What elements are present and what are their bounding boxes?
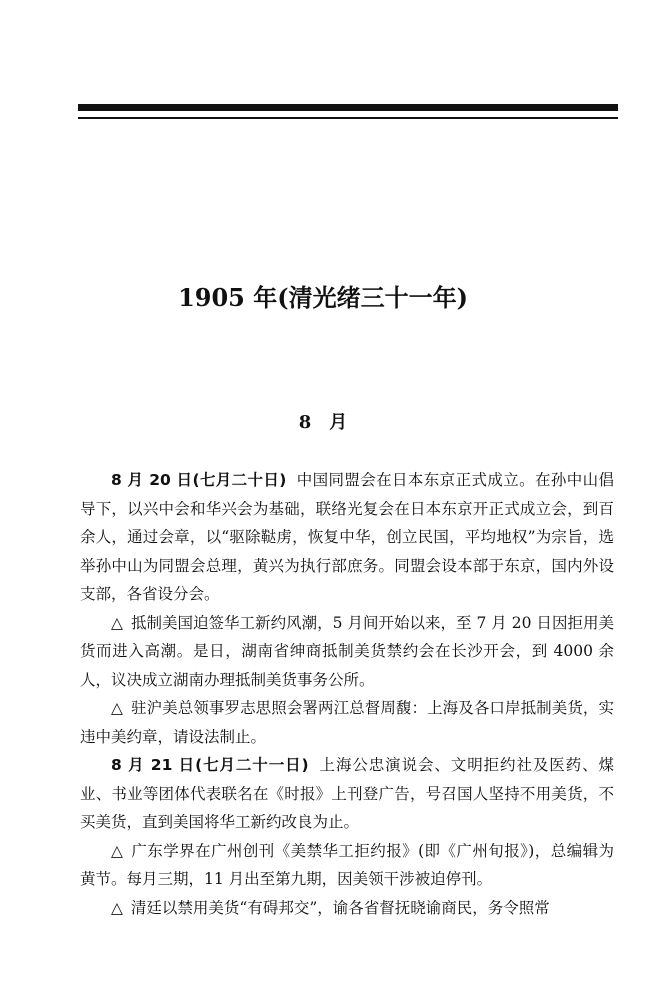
body-text <box>80 466 614 922</box>
entry-paragraph <box>80 466 614 609</box>
entry-date: 8 月 21 日(七月二十一日) <box>111 756 309 774</box>
triangle-marker-icon: △ <box>111 898 123 917</box>
entry-text: 上海公忠演说会、文明拒约社及医药、煤业、书业等团体代表联名在《时报》上刊登广告，号召国人坚持不用美货，不买美货，直到美国将华工新约改良为止。 <box>80 756 614 831</box>
page-title: 1905 年(清光绪三十一年) <box>178 283 468 312</box>
header-rule-thick <box>78 104 618 111</box>
entry-paragraph <box>80 694 614 751</box>
entry-text: 驻沪美总领事罗志思照会署两江总督周馥：上海及各口岸抵制美货，实违中美约章，请设法制止。 <box>80 699 614 746</box>
triangle-marker-icon: △ <box>111 841 124 860</box>
header-rule-thin <box>78 117 618 119</box>
triangle-marker-icon: △ <box>111 699 124 717</box>
entry-text: 中国同盟会在日本东京正式成立。在孙中山倡导下，以兴中会和华兴会为基础，联络光复会在日本东京开正式成立会，到百余人，通过会章，以“驱除鞑虏，恢复中华，创立民国，平均地权”为宗旨，选举孙中山为同盟会总理，黄兴为执行部庶务。同盟会设本部于东京，国内外设支部，各省设分会。 <box>80 471 614 603</box>
entry-text: 广东学界在广州创刊《美禁华工拒约报》(即《广州旬报》)，总编辑为黄节。每月三期，11 月出至第九期，因美领干涉被迫停刊。 <box>80 841 614 888</box>
entry-text: 清廷以禁用美货“有碍邦交”，谕各省督抚晓谕商民，务令照常 <box>130 898 550 917</box>
entry-paragraph <box>80 609 614 695</box>
entry-paragraph <box>80 837 614 894</box>
entry-text: 抵制美国迫签华工新约风潮，5 月间开始以来，至 7 月 20 日因拒用美货而进入高潮。是日，湖南省绅商抵制美货禁约会在长沙开会，到 4000 余人，议决成立湖南办理抵制美货事务公所。 <box>80 613 614 689</box>
month-heading: 8 月 <box>298 412 348 433</box>
entry-paragraph <box>80 751 614 837</box>
entry-paragraph <box>80 894 614 923</box>
triangle-marker-icon: △ <box>111 613 123 632</box>
entry-date: 8 月 20 日(七月二十日) <box>111 471 287 489</box>
